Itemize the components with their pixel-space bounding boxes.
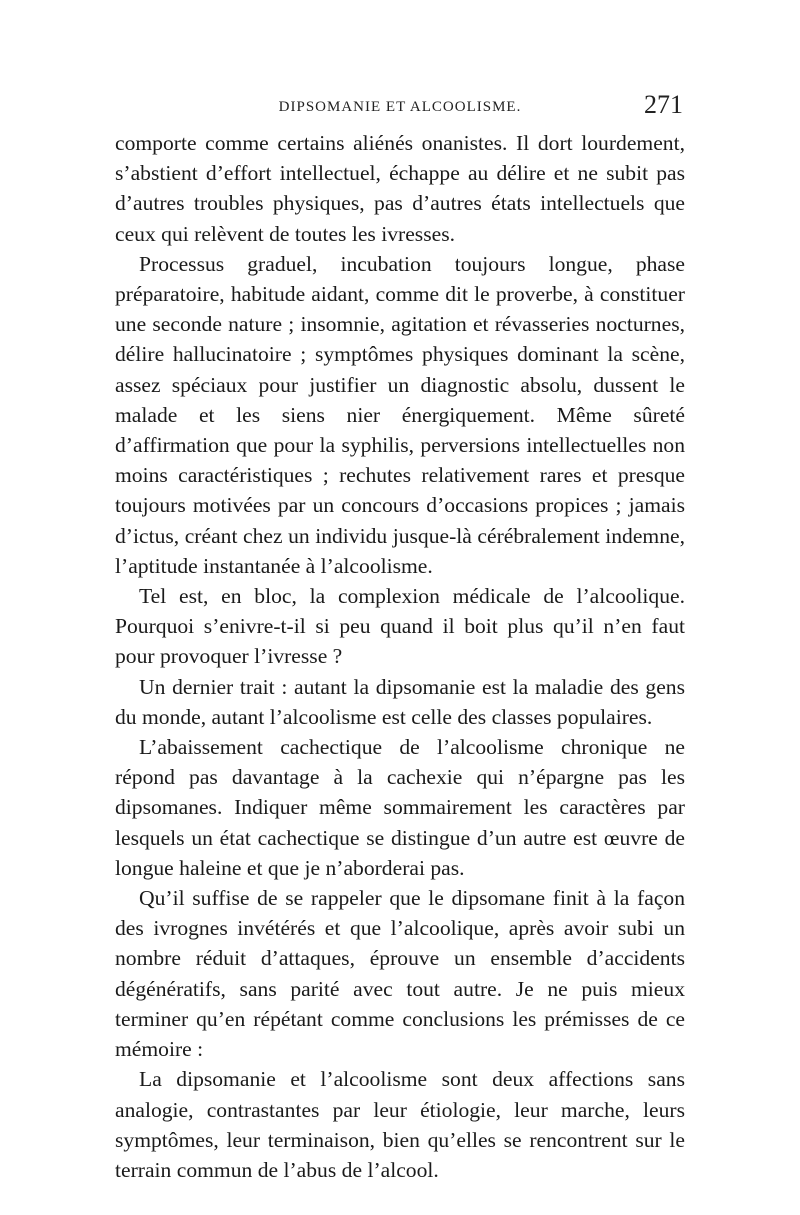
running-title: DIPSOMANIE ET ALCOOLISME. (278, 99, 522, 115)
body-text (115, 128, 685, 1185)
paragraph: L’abaissement cachectique de l’alcoolisme chronique ne répond pas davantage à la cachexie qui n’épargne pas les dipsomanes. Indiquer même sommairement les caractères par lesquels un état cachectique se distingue d’un autre est œuvre de longue haleine et que je n’aborderai pas. (115, 735, 685, 880)
paragraph: Qu’il suffise de se rappeler que le dipsomane finit à la façon des ivrognes invétérés et que l’alcoolique, après avoir subi un nombre réduit d’attaques, éprouve un ensemble d’accidents dégénératifs, sans parité avec tout autre. Je ne puis mieux terminer qu’en répétant comme conclusions les prémisses de ce mémoire : (115, 886, 685, 1062)
running-head (115, 88, 685, 128)
paragraph: Tel est, en bloc, la complexion médicale de l’alcoolique. Pourquoi s’enivre-t-il si peu quand il boit plus qu’il n’en faut pour provoquer l’ivresse ? (115, 584, 685, 669)
paragraph: Processus graduel, incubation toujours longue, phase préparatoire, habitude aidant, comme dit le proverbe, à constituer une seconde nature ; insomnie, agitation et révasseries nocturnes, délire hallucinatoire ; symptômes physiques dominant la scène, assez spéciaux pour justifier un diagnostic absolu, dussent le malade et les siens nier énergiquement. Même sûreté d’affirmation que pour la syphilis, perversions intellectuelles non moins caractéristiques ; rechutes relativement rares et presque toujours motivées par un concours d’occasions propices ; jamais d’ictus, créant chez un individu jusque-là cérébralement indemne, l’aptitude instantanée à l’alcoolisme. (115, 251, 685, 578)
paragraph: comporte comme certains aliénés onanistes. Il dort lourdement, s’abstient d’effort intellectuel, échappe au délire et ne subit pas d’autres troubles physiques, pas d’autres états intellectuels que ceux qui relèvent de toutes les ivresses. (115, 131, 685, 246)
page-number: 271 (644, 90, 683, 119)
paragraph: La dipsomanie et l’alcoolisme sont deux affections sans analogie, contrastantes par leur étiologie, leur marche, leurs symptômes, leur terminaison, bien qu’elles se rencontrent sur le terrain commun de l’abus de l’alcool. (115, 1067, 685, 1182)
paragraph: Un dernier trait : autant la dipsomanie est la maladie des gens du monde, autant l’alcoolisme est celle des classes populaires. (115, 674, 685, 729)
book-page (115, 88, 685, 1185)
